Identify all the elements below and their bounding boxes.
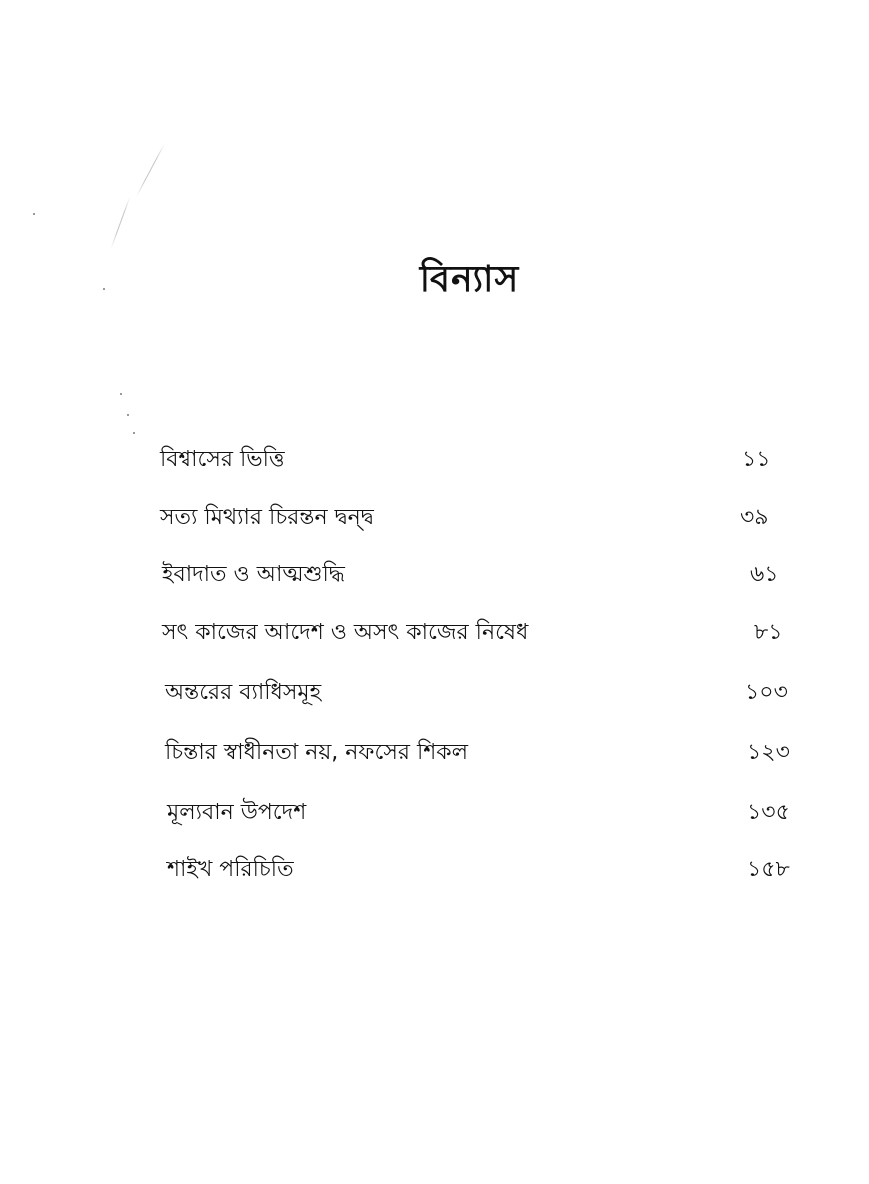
toc-entry-page: ১৩৫ [747, 800, 790, 825]
toc-entry-page: ১১ [742, 447, 771, 472]
toc-entry [162, 557, 802, 597]
toc-entry-page: ১২৩ [747, 740, 790, 765]
toc-entry-page: ৩৯ [740, 505, 769, 530]
toc-entry [162, 615, 802, 655]
toc-entry-title: সত্য মিথ্যার চিরন্তন দ্বন্দ্ব [160, 505, 374, 530]
page-title: বিন্যাস [419, 259, 520, 300]
toc-entry-title: বিশ্বাসের ভিত্তি [160, 447, 285, 472]
toc-entry-title: শাইখ পরিচিতি [167, 857, 294, 882]
toc-entry-title: ইবাদাত ও আত্মশুদ্ধি [162, 562, 345, 587]
toc-entry-page: ১০৩ [745, 680, 788, 705]
toc-entry-page: ৮১ [754, 620, 783, 645]
toc-entry-title: সৎ কাজের আদেশ ও অসৎ কাজের নিষেধ [162, 620, 529, 645]
toc-entry [160, 500, 800, 540]
toc-entry-page: ১৫৮ [747, 857, 790, 882]
toc-entry [167, 795, 807, 835]
toc-entry [165, 735, 805, 775]
toc-entry-page: ৬১ [750, 562, 779, 587]
toc-entry-title: চিন্তার স্বাধীনতা নয়, নফসের শিকল [165, 740, 469, 765]
toc-entry-title: অন্তরের ব্যাধিসমূহ [165, 680, 322, 705]
toc-entry-title: মূল্যবান উপদেশ [167, 800, 307, 825]
toc-entry [165, 675, 805, 715]
toc-entry [160, 442, 800, 482]
toc-entry [167, 852, 807, 892]
